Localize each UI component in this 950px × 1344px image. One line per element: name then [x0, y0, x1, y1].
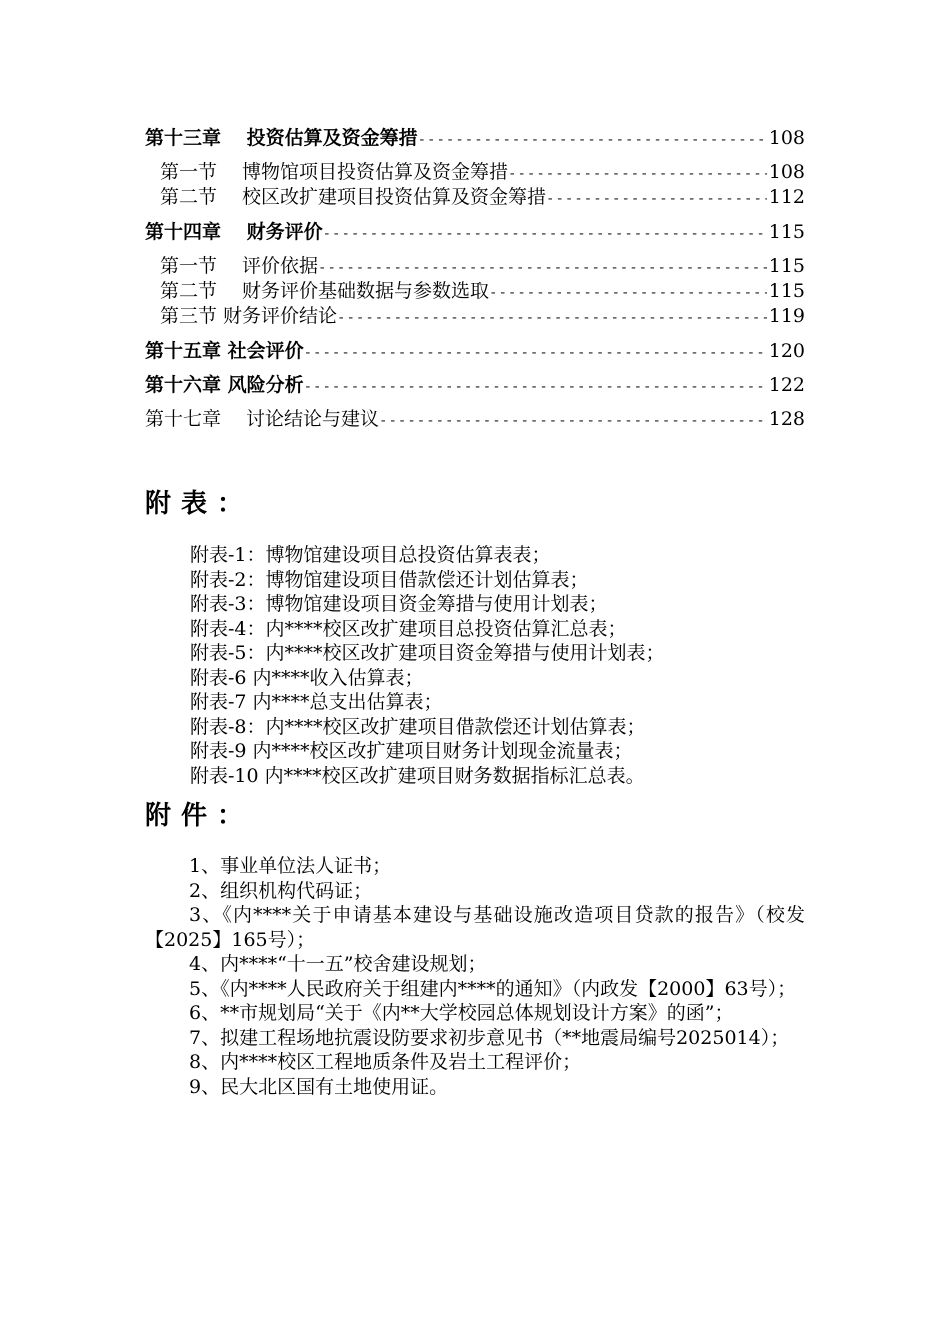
toc-page-number: 108 [768, 127, 805, 149]
toc-page-number: 119 [768, 305, 805, 327]
appendix-tables-heading: 附表： [145, 489, 254, 519]
toc-page-number: 115 [768, 255, 805, 277]
toc-entry-title: 第一节 评价依据 [160, 255, 319, 277]
toc-entry-section-14-1[interactable] [160, 254, 805, 280]
toc-entry-title: 第十七章 讨论结论与建议 [145, 408, 380, 430]
toc-dot-leader [323, 222, 767, 246]
list-item: 5、《内****人民政府关于组建内****的通知》（内政发【2000】63号）； [189, 977, 797, 1000]
toc-entry-title: 第三节 财务评价结论 [160, 305, 338, 327]
list-item: 3、《内****关于申请基本建设与基础设施改造项目贷款的报告》（校发【2025】165号）； [145, 904, 805, 951]
toc-page-number: 122 [768, 374, 805, 396]
toc-entry-chapter-13[interactable] [145, 126, 805, 152]
toc-entry-title: 第十三章 投资估算及资金筹措 [145, 127, 418, 149]
list-item: 6、**市规划局“关于《内**大学校园总体规划设计方案》的函”； [189, 1002, 734, 1024]
list-item: 附表-6 内****收入估算表； [190, 666, 424, 689]
toc-page-number: 108 [768, 161, 805, 183]
toc-entry-section-13-1[interactable] [160, 160, 805, 186]
toc-dot-leader [546, 187, 767, 211]
toc-entry-chapter-16[interactable] [145, 373, 805, 399]
list-item: 附表-7 内****总支出估算表； [190, 691, 443, 713]
toc-entry-chapter-15[interactable] [145, 339, 805, 365]
toc-page-number: 120 [768, 340, 805, 362]
toc-page-number: 115 [768, 280, 805, 302]
appendix-tables-list [190, 543, 665, 788]
toc-dot-leader [379, 409, 767, 433]
toc-page-number: 128 [768, 408, 805, 430]
list-item: 附表-2：博物馆建设项目借款偿还计划估算表； [190, 568, 589, 591]
list-item: 附表-3：博物馆建设项目资金筹措与使用计划表； [190, 593, 608, 615]
toc-entry-title: 第一节 博物馆项目投资估算及资金筹措 [160, 161, 509, 183]
list-item: 2、组织机构代码证； [189, 879, 373, 902]
toc-entry-section-13-2[interactable] [160, 185, 805, 211]
list-item: 8、内****校区工程地质条件及岩土工程评价； [189, 1051, 582, 1073]
toc-dot-leader [318, 256, 767, 280]
toc-page-number: 115 [768, 221, 805, 243]
list-item: 4、内****“十一五”校舍建设规划； [189, 953, 487, 975]
toc-entry-title: 第十六章 风险分析 [145, 374, 304, 396]
toc-dot-leader [508, 162, 767, 186]
toc-entry-chapter-14[interactable] [145, 220, 805, 246]
toc-entry-title: 第十四章 财务评价 [145, 221, 323, 243]
toc-entry-title: 第十五章 社会评价 [145, 340, 304, 362]
list-item: 7、拟建工程场地抗震设防要求初步意见书（**地震局编号2025014）； [189, 1026, 790, 1049]
toc-entry-section-14-3[interactable] [160, 304, 805, 330]
list-item: 附表-4：内****校区改扩建项目总投资估算汇总表； [190, 617, 627, 640]
attachments-list [145, 854, 805, 1099]
toc-entry-chapter-17[interactable] [145, 407, 805, 433]
toc-entry-title: 第二节 校区改扩建项目投资估算及资金筹措 [160, 186, 547, 208]
list-item: 1、事业单位法人证书； [189, 855, 392, 877]
list-item: 9、民大北区国有土地使用证。 [189, 1075, 449, 1098]
toc-dot-leader [489, 281, 767, 305]
list-item: 附表-5：内****校区改扩建项目资金筹措与使用计划表； [190, 642, 665, 664]
toc-dot-leader [304, 341, 767, 365]
list-item: 附表-8：内****校区改扩建项目借款偿还计划估算表； [190, 715, 646, 738]
toc-dot-leader [304, 375, 767, 399]
toc-entry-title: 第二节 财务评价基础数据与参数选取 [160, 280, 490, 302]
toc-entry-section-14-2[interactable] [160, 279, 805, 305]
toc-page-number: 112 [768, 186, 805, 208]
attachments-heading: 附件： [145, 801, 254, 831]
list-item: 附表-1：博物馆建设项目总投资估算表表； [190, 544, 551, 566]
toc-dot-leader [418, 128, 767, 152]
list-item: 附表-9 内****校区改扩建项目财务计划现金流量表； [190, 740, 633, 762]
toc-dot-leader [337, 306, 767, 330]
list-item: 附表-10 内****校区改扩建项目财务数据指标汇总表。 [190, 764, 645, 787]
